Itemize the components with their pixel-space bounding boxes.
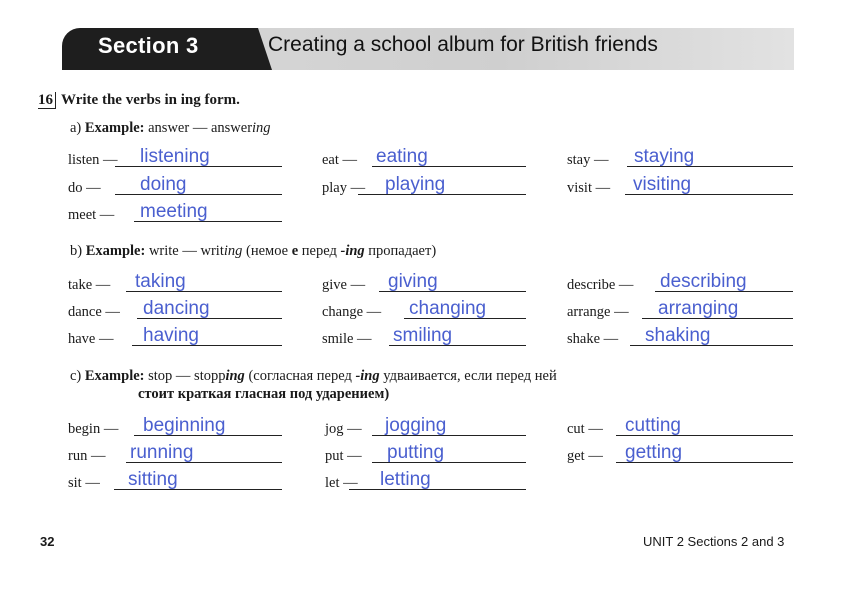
answer-text: shaking <box>645 325 711 346</box>
verb-item <box>322 299 526 323</box>
section-title: Creating a school album for British friends <box>268 33 658 56</box>
verb-base: stay — <box>567 152 609 168</box>
part-c-note-line2: стоит краткая гласная под ударением) <box>138 386 390 402</box>
section-label: Section 3 <box>98 33 199 58</box>
verb-item <box>68 326 282 350</box>
part-b-example: b) Example: write — writing (немое e перед -ing пропадает) <box>70 243 437 259</box>
verb-item <box>325 470 526 494</box>
verb-item <box>322 272 526 296</box>
answer-text: visiting <box>633 174 692 195</box>
verb-item <box>68 202 282 226</box>
verb-item <box>68 272 282 296</box>
answer-text: meeting <box>140 201 208 222</box>
verb-item <box>567 175 793 199</box>
answer-text: beginning <box>143 415 226 436</box>
verb-base: let — <box>325 475 358 491</box>
page-number: 32 <box>40 534 55 549</box>
verb-base: begin — <box>68 421 119 437</box>
verb-base: change — <box>322 304 382 320</box>
verb-item <box>567 416 793 440</box>
answer-text: smiling <box>393 325 453 346</box>
verb-item <box>567 326 793 350</box>
verb-item <box>325 443 526 467</box>
exercise-number: 16 <box>38 92 56 109</box>
verb-item <box>567 147 793 171</box>
verb-base: do — <box>68 180 101 196</box>
verb-item <box>68 470 282 494</box>
verb-item <box>567 299 793 323</box>
answer-text: jogging <box>385 415 447 436</box>
answer-text: describing <box>660 271 747 292</box>
verb-base: shake — <box>567 331 619 347</box>
answer-text: sitting <box>128 469 178 490</box>
verb-item <box>567 443 793 467</box>
answer-text: cutting <box>625 415 681 436</box>
answer-text: listening <box>140 146 210 167</box>
verb-item <box>325 416 526 440</box>
verb-base: get — <box>567 448 603 464</box>
answer-text: putting <box>387 442 445 463</box>
part-c-example: c) Example: stop — stopping (согласная перед -ing удваивается, если перед ней <box>70 368 557 384</box>
verb-item <box>322 175 526 199</box>
answer-text: running <box>130 442 194 463</box>
verb-base: listen — <box>68 152 118 168</box>
verb-base: run — <box>68 448 106 464</box>
answer-text: eating <box>376 146 428 167</box>
answer-text: playing <box>385 174 446 195</box>
answer-text: getting <box>625 442 683 463</box>
answer-text: giving <box>388 271 438 292</box>
verb-base: have — <box>68 331 114 347</box>
verb-base: play — <box>322 180 366 196</box>
verb-base: sit — <box>68 475 100 491</box>
part-a-example: a) Example: answer — answering <box>70 120 271 136</box>
verb-base: visit — <box>567 180 611 196</box>
verb-item <box>68 443 282 467</box>
verb-base: jog — <box>325 421 362 437</box>
answer-blank-line <box>349 489 526 490</box>
verb-item <box>567 272 793 296</box>
exercise-instruction: Write the verbs in ing form. <box>61 92 240 108</box>
verb-base: describe — <box>567 277 634 293</box>
verb-base: cut — <box>567 421 603 437</box>
verb-base: meet — <box>68 207 115 223</box>
verb-item <box>322 147 526 171</box>
verb-base: dance — <box>68 304 120 320</box>
verb-base: give — <box>322 277 366 293</box>
verb-item <box>68 147 282 171</box>
answer-text: arranging <box>658 298 739 319</box>
verb-base: smile — <box>322 331 372 347</box>
answer-text: taking <box>135 271 186 292</box>
verb-item <box>68 416 282 440</box>
answer-text: letting <box>380 469 431 490</box>
footer-unit-text: UNIT 2 Sections 2 and 3 <box>643 534 785 549</box>
answer-text: changing <box>409 298 487 319</box>
verb-item <box>68 175 282 199</box>
answer-text: doing <box>140 174 187 195</box>
verb-base: eat — <box>322 152 358 168</box>
answer-text: dancing <box>143 298 210 319</box>
verb-item <box>322 326 526 350</box>
verb-item <box>68 299 282 323</box>
verb-base: put — <box>325 448 362 464</box>
verb-base: arrange — <box>567 304 629 320</box>
verb-base: take — <box>68 277 111 293</box>
answer-text: having <box>143 325 199 346</box>
answer-text: staying <box>634 146 695 167</box>
